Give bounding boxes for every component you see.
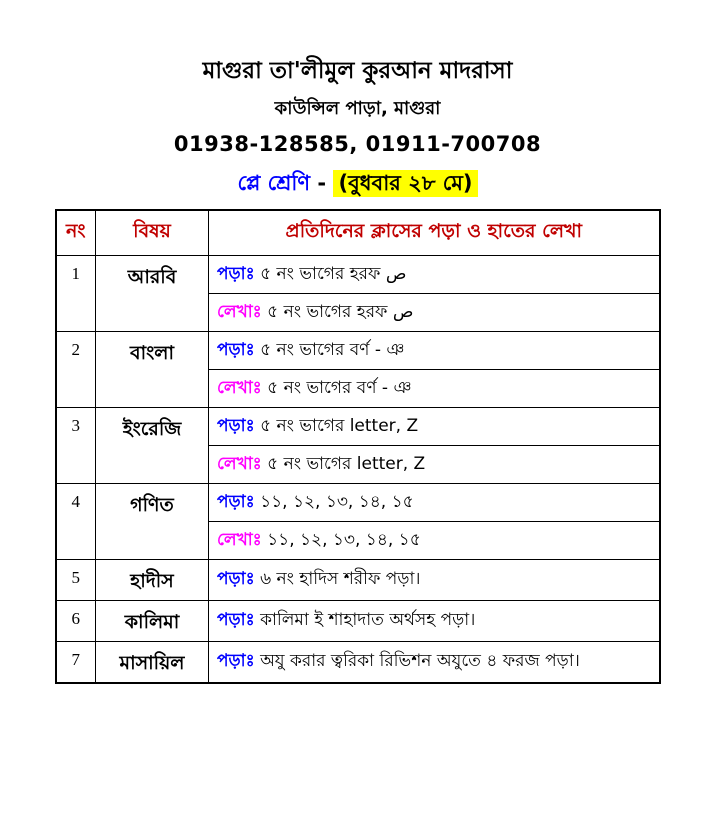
table-row bbox=[56, 560, 660, 601]
write-task-cell bbox=[209, 370, 660, 408]
document-header bbox=[0, 0, 715, 198]
subject-name: আরবি bbox=[96, 256, 209, 332]
read-label: পড়াঃ bbox=[217, 651, 255, 672]
write-text: ৫ নং ভাগের বর্ণ - ঞ bbox=[267, 377, 412, 398]
table-row bbox=[56, 601, 660, 642]
write-task-cell bbox=[209, 522, 660, 560]
table-row bbox=[56, 484, 660, 522]
lesson-table bbox=[55, 209, 661, 685]
read-text: কালিমা ই শাহাদাত অর্থসহ পড়া। bbox=[260, 610, 476, 631]
column-header-lesson: প্রতিদিনের ক্লাসের পড়া ও হাতের লেখা bbox=[209, 210, 660, 256]
read-text: ৬ নং হাদিস শরীফ পড়া। bbox=[260, 569, 421, 590]
row-number: 4 bbox=[56, 484, 96, 560]
read-task-cell bbox=[209, 642, 660, 684]
subject-name: গণিত bbox=[96, 484, 209, 560]
read-label: পড়াঃ bbox=[217, 263, 255, 284]
read-task-cell bbox=[209, 256, 660, 294]
write-text: ৫ নং ভাগের হরফ ص bbox=[267, 301, 414, 322]
row-number: 2 bbox=[56, 332, 96, 408]
row-number: 6 bbox=[56, 601, 96, 642]
read-task-cell bbox=[209, 408, 660, 446]
read-label: পড়াঃ bbox=[217, 339, 255, 360]
write-label: লেখাঃ bbox=[217, 453, 262, 474]
write-text: ৫ নং ভাগের letter, Z bbox=[267, 453, 426, 474]
write-task-cell bbox=[209, 446, 660, 484]
read-text: ৫ নং ভাগের হরফ ص bbox=[260, 263, 407, 284]
table-row bbox=[56, 332, 660, 370]
read-task-cell bbox=[209, 332, 660, 370]
read-label: পড়াঃ bbox=[217, 491, 255, 512]
subject-name: বাংলা bbox=[96, 332, 209, 408]
subject-name: হাদীস bbox=[96, 560, 209, 601]
row-number: 7 bbox=[56, 642, 96, 684]
subject-name: মাসায়িল bbox=[96, 642, 209, 684]
write-label: লেখাঃ bbox=[217, 377, 262, 398]
write-label: লেখাঃ bbox=[217, 301, 262, 322]
separator-dash: - bbox=[310, 171, 334, 196]
subject-name: ইংরেজি bbox=[96, 408, 209, 484]
read-text: ১১, ১২, ১৩, ১৪, ১৫ bbox=[260, 491, 414, 512]
subject-name: কালিমা bbox=[96, 601, 209, 642]
class-label: প্লে শ্রেণি bbox=[237, 171, 311, 196]
column-header-subject: বিষয় bbox=[96, 210, 209, 256]
row-number: 1 bbox=[56, 256, 96, 332]
write-text: ১১, ১২, ১৩, ১৪, ১৫ bbox=[267, 529, 421, 550]
read-task-cell bbox=[209, 560, 660, 601]
write-task-cell bbox=[209, 294, 660, 332]
read-label: পড়াঃ bbox=[217, 610, 255, 631]
read-task-cell bbox=[209, 601, 660, 642]
column-header-no: নং bbox=[56, 210, 96, 256]
read-label: পড়াঃ bbox=[217, 569, 255, 590]
lesson-table-body bbox=[56, 256, 660, 684]
lesson-table-head bbox=[56, 210, 660, 256]
read-text: ৫ নং ভাগের letter, Z bbox=[260, 415, 419, 436]
read-text: ৫ নং ভাগের বর্ণ - ঞ bbox=[260, 339, 405, 360]
read-text: অযু করার ত্বরিকা রিভিশন অযুতে ৪ ফরজ পড়া। bbox=[260, 651, 580, 672]
read-task-cell bbox=[209, 484, 660, 522]
table-row bbox=[56, 256, 660, 294]
write-label: লেখাঃ bbox=[217, 529, 262, 550]
read-label: পড়াঃ bbox=[217, 415, 255, 436]
table-row bbox=[56, 408, 660, 446]
date-highlight: (বুধবার ২৮ মে) bbox=[333, 170, 477, 197]
row-number: 3 bbox=[56, 408, 96, 484]
madrasa-address: কাউন্সিল পাড়া, মাগুরা bbox=[274, 97, 441, 119]
class-and-date-line bbox=[0, 170, 715, 197]
row-number: 5 bbox=[56, 560, 96, 601]
header-row bbox=[56, 210, 660, 256]
table-row bbox=[56, 642, 660, 684]
phone-numbers: 01938-128585, 01911-700708 bbox=[173, 132, 542, 157]
madrasa-title: মাগুরা তা'লীমুল কুরআন মাদরাসা bbox=[202, 58, 513, 84]
